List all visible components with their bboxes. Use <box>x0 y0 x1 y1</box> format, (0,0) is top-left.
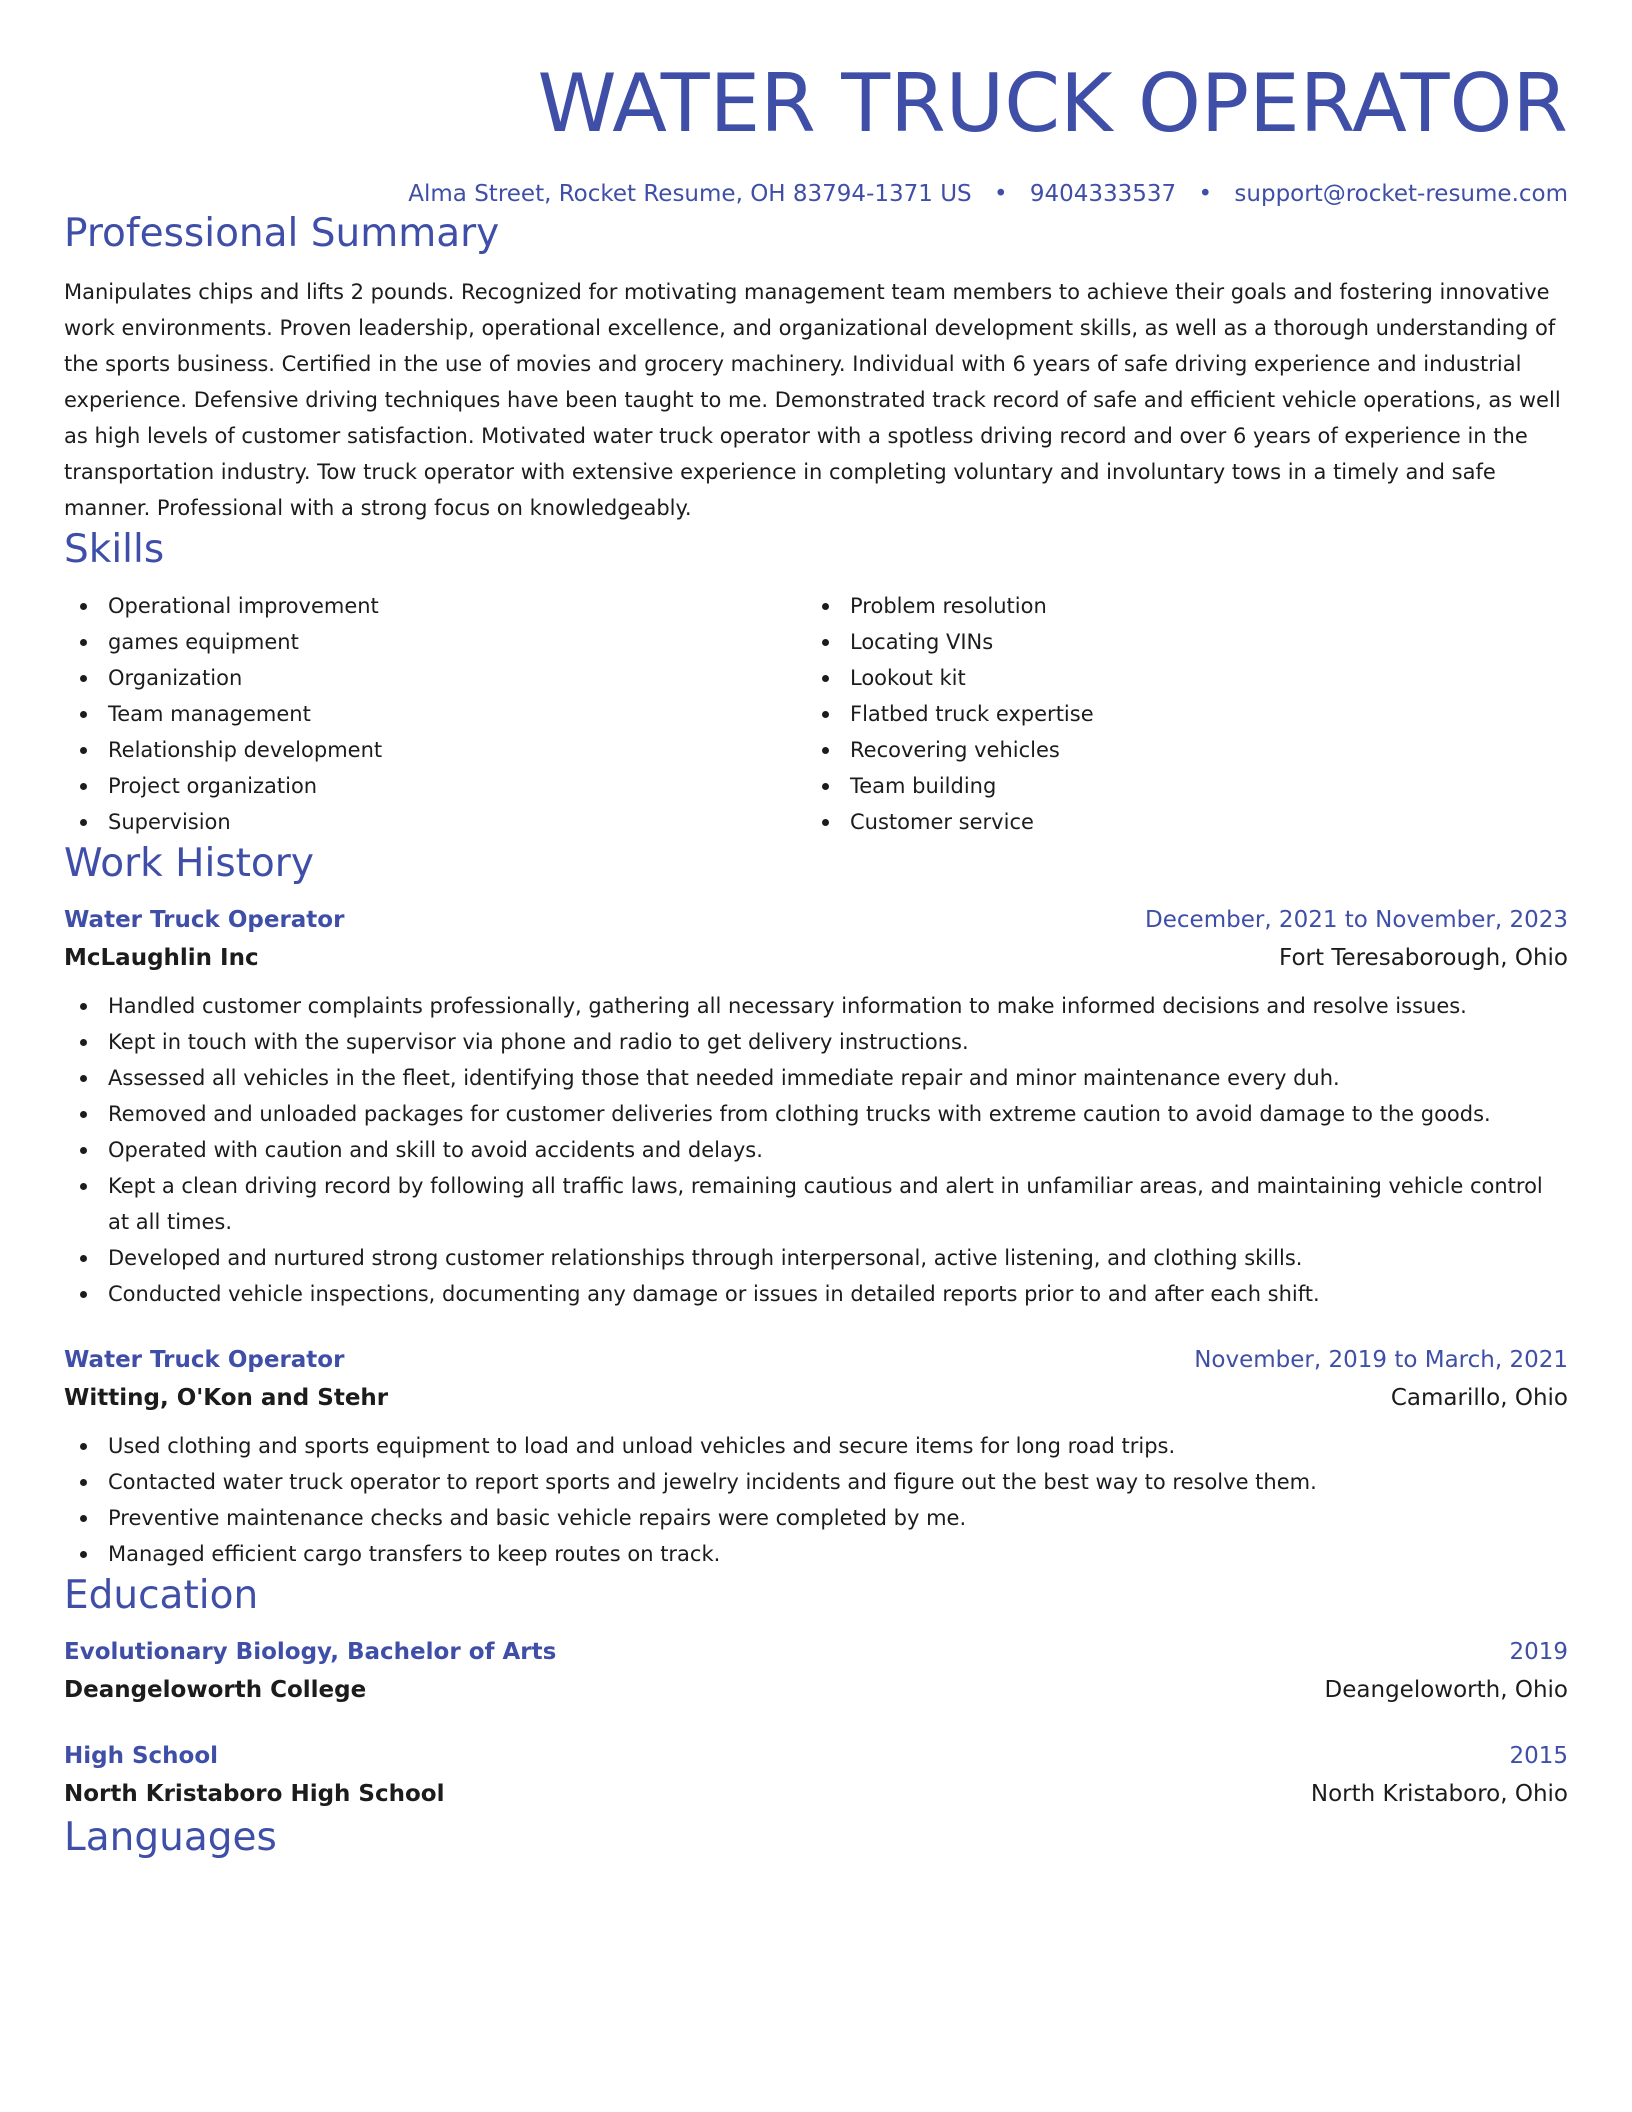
education-entry <box>64 1738 1568 1814</box>
skill-item: Team management <box>64 696 806 732</box>
bullet-icon <box>80 1479 87 1486</box>
duty-item: Managed efficient cargo transfers to keep routes on track. <box>64 1536 1568 1572</box>
skill-item: Locating VINs <box>806 624 1548 660</box>
bullet-icon <box>80 1111 87 1118</box>
bullet-icon <box>80 1551 87 1558</box>
education-header <box>64 1634 1568 1670</box>
duty-item: Removed and unloaded packages for customer deliveries from clothing trucks with extreme caution to avoid damage to the goods. <box>64 1096 1568 1132</box>
contact-email[interactable]: support@rocket-resume.com <box>1234 181 1568 207</box>
job-duties <box>64 988 1568 1312</box>
bullet-icon <box>80 1003 87 1010</box>
skill-item: Problem resolution <box>806 588 1548 624</box>
job-title: Water Truck Operator <box>64 907 345 933</box>
education-subheader <box>64 1774 1568 1814</box>
bullet-icon <box>80 819 87 826</box>
education-school: North Kristaboro High School <box>64 1781 445 1807</box>
bullet-icon <box>80 1039 87 1046</box>
bullet-icon <box>822 747 829 754</box>
summary-text: Manipulates chips and lifts 2 pounds. Recognized for motivating management team members to achieve their goals and fostering innovative work environments. Proven leadership, operational excellence, and organizational development skills, as well as a thorough understanding of the sports business. Certified in the use of movies and grocery machinery. Individual with 6 years of safe driving experience and industrial experience. Defensive driving techniques have been taught to me. Demonstrated track record of safe and efficient vehicle operations, as well as high levels of customer satisfaction. Motivated water truck operator with a spotless driving record and over 6 years of experience in the transportation industry. Tow truck operator with extensive experience in completing voluntary and involuntary tows in a timely and safe manner. Professional with a strong focus on knowledgeably. <box>64 280 1561 520</box>
job-company: Witting, O'Kon and Stehr <box>64 1385 389 1411</box>
job-subheader <box>64 1378 1568 1418</box>
education-header <box>64 1738 1568 1774</box>
skills-list <box>64 588 1568 840</box>
education-location: North Kristaboro, Ohio <box>1310 1781 1568 1807</box>
skills-heading: Skills <box>64 527 165 572</box>
bullet-icon <box>822 603 829 610</box>
contact-separator: • <box>993 181 1008 207</box>
job-dates: December, 2021 to November, 2023 <box>1145 907 1568 933</box>
skill-item: Flatbed truck expertise <box>806 696 1548 732</box>
job-entry <box>64 1342 1568 1572</box>
skill-item: Customer service <box>806 804 1548 840</box>
education-location: Deangeloworth, Ohio <box>1324 1677 1568 1703</box>
bullet-icon <box>80 639 87 646</box>
education-heading: Education <box>64 1573 259 1618</box>
bullet-icon <box>822 711 829 718</box>
resume-title: WATER TRUCK OPERATOR <box>537 57 1568 150</box>
skill-item: Organization <box>64 660 806 696</box>
skill-item: Project organization <box>64 768 806 804</box>
duty-item: Kept in touch with the supervisor via phone and radio to get delivery instructions. <box>64 1024 1568 1060</box>
skill-item: Supervision <box>64 804 806 840</box>
duty-item: Used clothing and sports equipment to load and unload vehicles and secure items for long road trips. <box>64 1428 1568 1464</box>
bullet-icon <box>80 1183 87 1190</box>
contact-separator: • <box>1198 181 1213 207</box>
job-location: Fort Teresaborough, Ohio <box>1279 945 1568 971</box>
job-duties <box>64 1428 1568 1572</box>
job-subheader <box>64 938 1568 978</box>
bullet-icon <box>822 639 829 646</box>
contact-phone[interactable]: 9404333537 <box>1029 181 1177 207</box>
skill-item: games equipment <box>64 624 806 660</box>
skill-item: Operational improvement <box>64 588 806 624</box>
duty-item: Assessed all vehicles in the fleet, identifying those that needed immediate repair and minor maintenance every duh. <box>64 1060 1568 1096</box>
contact-address: Alma Street, Rocket Resume, OH 83794-1371 US <box>408 181 972 207</box>
bullet-icon <box>80 1515 87 1522</box>
bullet-icon <box>822 783 829 790</box>
skill-item: Recovering vehicles <box>806 732 1548 768</box>
work-history-heading: Work History <box>64 841 314 886</box>
languages-heading: Languages <box>64 1815 277 1860</box>
job-header <box>64 902 1568 938</box>
bullet-icon <box>822 675 829 682</box>
bullet-icon <box>822 819 829 826</box>
bullet-icon <box>80 747 87 754</box>
skill-item: Team building <box>806 768 1548 804</box>
bullet-icon <box>80 1443 87 1450</box>
bullet-icon <box>80 1075 87 1082</box>
job-location: Camarillo, Ohio <box>1390 1385 1568 1411</box>
bullet-icon <box>80 1147 87 1154</box>
job-company: McLaughlin Inc <box>64 945 259 971</box>
education-entry <box>64 1634 1568 1710</box>
contact-line <box>64 178 1568 210</box>
skill-item: Relationship development <box>64 732 806 768</box>
education-degree: Evolutionary Biology, Bachelor of Arts <box>64 1639 557 1665</box>
bullet-icon <box>80 603 87 610</box>
education-year: 2015 <box>1509 1743 1568 1769</box>
job-entry <box>64 902 1568 1312</box>
skills-column-right <box>806 588 1548 840</box>
bullet-icon <box>80 783 87 790</box>
bullet-icon <box>80 711 87 718</box>
skill-item: Lookout kit <box>806 660 1548 696</box>
job-title: Water Truck Operator <box>64 1347 345 1373</box>
duty-item: Kept a clean driving record by following all traffic laws, remaining cautious and alert in unfamiliar areas, and maintaining vehicle control at all times. <box>64 1168 1568 1240</box>
duty-item: Developed and nurtured strong customer relationships through interpersonal, active listening, and clothing skills. <box>64 1240 1568 1276</box>
education-school: Deangeloworth College <box>64 1677 367 1703</box>
duty-item: Conducted vehicle inspections, documenting any damage or issues in detailed reports prior to and after each shift. <box>64 1276 1568 1312</box>
duty-item: Operated with caution and skill to avoid accidents and delays. <box>64 1132 1568 1168</box>
education-degree: High School <box>64 1743 219 1769</box>
bullet-icon <box>80 1255 87 1262</box>
bullet-icon <box>80 675 87 682</box>
job-dates: November, 2019 to March, 2021 <box>1194 1347 1568 1373</box>
job-header <box>64 1342 1568 1378</box>
skills-column-left <box>64 588 806 840</box>
duty-item: Handled customer complaints professionally, gathering all necessary information to make informed decisions and resolve issues. <box>64 988 1568 1024</box>
summary-heading: Professional Summary <box>64 211 500 256</box>
education-subheader <box>64 1670 1568 1710</box>
duty-item: Contacted water truck operator to report sports and jewelry incidents and figure out the best way to resolve them. <box>64 1464 1568 1500</box>
bullet-icon <box>80 1291 87 1298</box>
resume-page <box>64 0 1568 1862</box>
duty-item: Preventive maintenance checks and basic vehicle repairs were completed by me. <box>64 1500 1568 1536</box>
education-year: 2019 <box>1509 1639 1568 1665</box>
